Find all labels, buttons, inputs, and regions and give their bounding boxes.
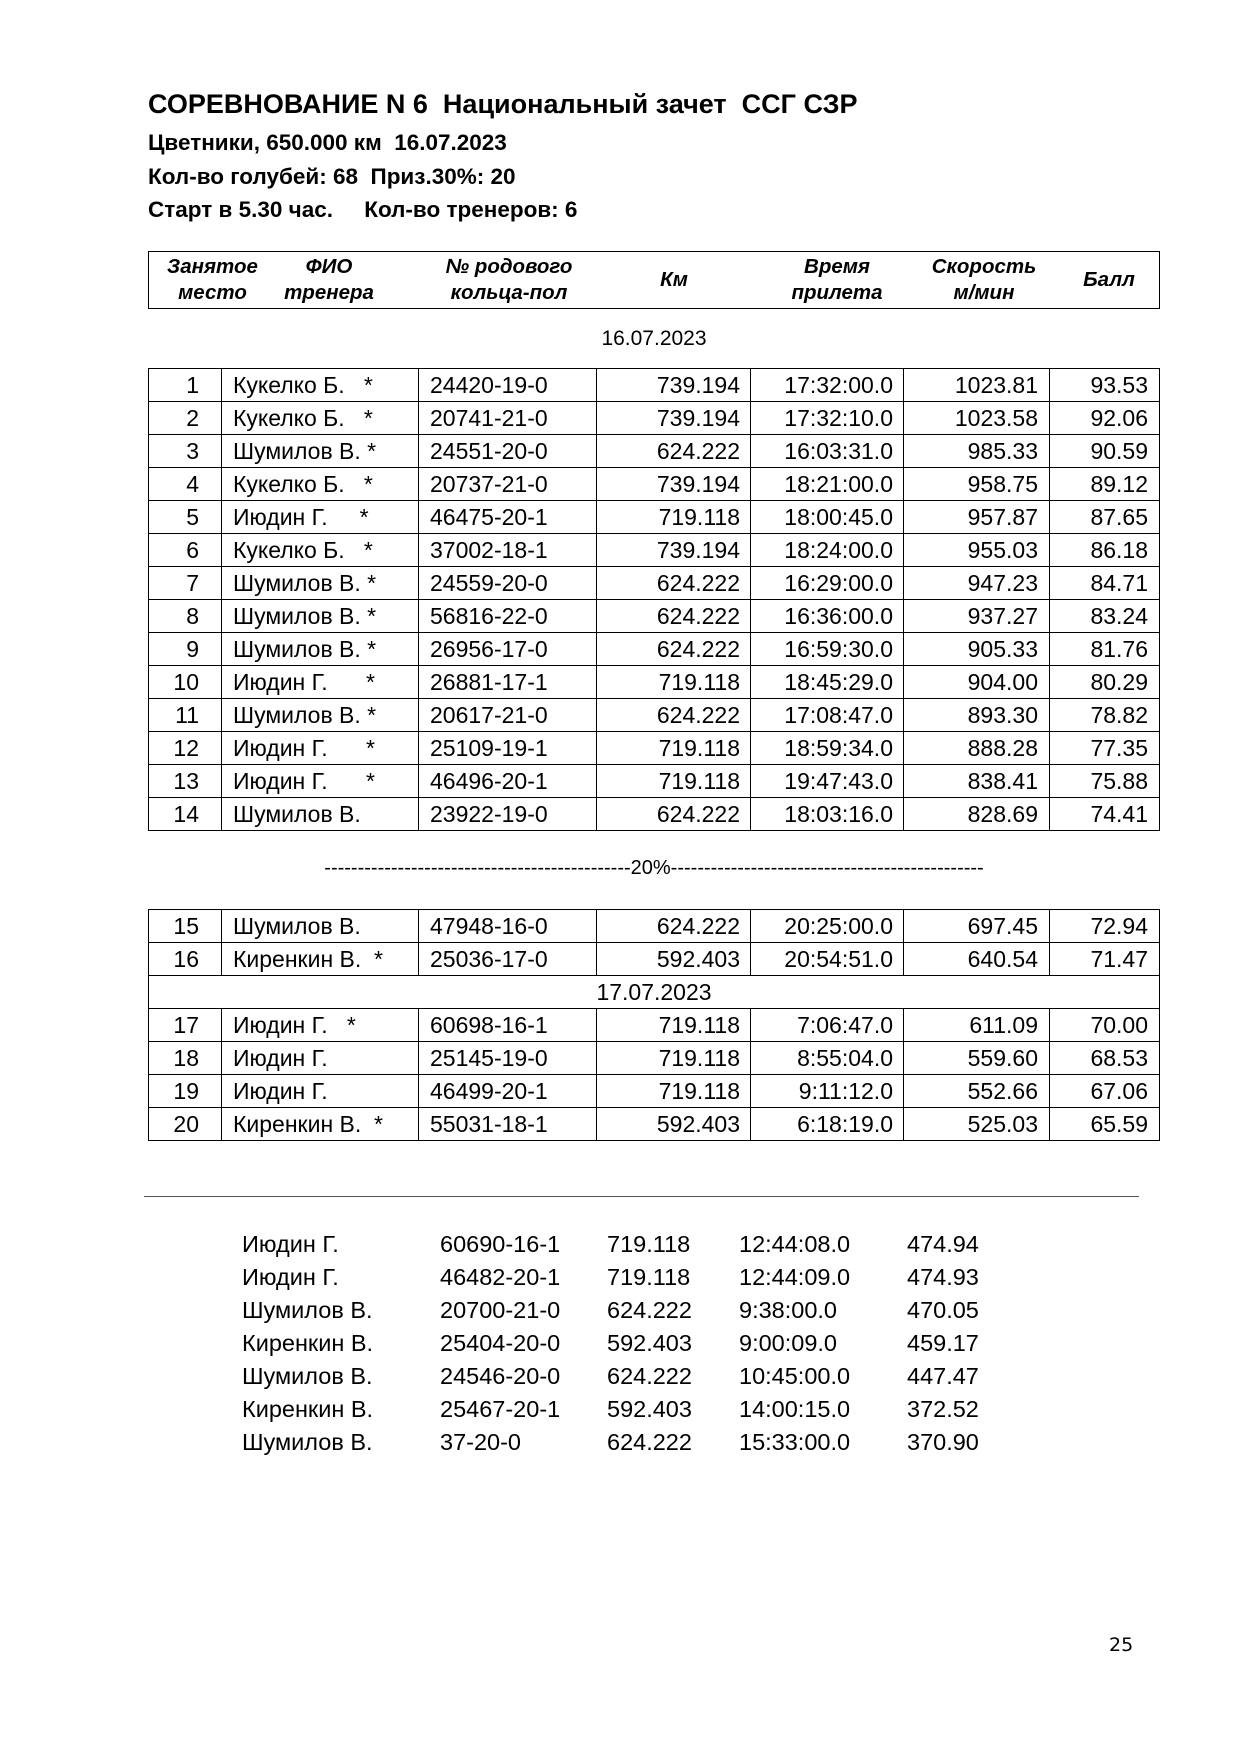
list-item [242,1327,1042,1360]
table-row [149,732,1160,765]
list-item [242,1294,1042,1327]
cell-place: 15 [149,910,222,943]
extra-time: 15:33:00.0 [739,1429,851,1455]
cell-name: Кукелко Б. * [222,369,419,402]
cell-speed: 525.03 [904,1108,1050,1141]
cell-name: Шумилов В. * [222,567,419,600]
cell-place: 19 [149,1075,222,1108]
cell-ring: 37002-18-1 [419,534,597,567]
cell-score: 71.47 [1050,943,1160,976]
cell-place: 12 [149,732,222,765]
cell-name: Кукелко Б. * [222,402,419,435]
cell-place: 4 [149,468,222,501]
race-location-distance: Цветники, 650.000 км 16.07.2023 [148,130,507,155]
table-row [149,468,1160,501]
cell-time: 16:59:30.0 [751,633,904,666]
additional-results [242,1228,1042,1459]
extra-time: 9:38:00.0 [739,1297,838,1323]
extra-time: 14:00:15.0 [739,1396,851,1422]
table-row [149,1108,1160,1141]
cell-km: 624.222 [597,699,751,732]
cell-ring: 25109-19-1 [419,732,597,765]
cell-score: 72.94 [1050,910,1160,943]
date-row [149,976,1160,1009]
cell-name: Июдин Г. * [222,501,419,534]
cell-ring: 24551-20-0 [419,435,597,468]
pigeon-count: Кол-во голубей: 68 Приз.30%: 20 [148,164,516,189]
list-item [242,1426,1042,1459]
col-speed: Скорость м/мин [931,255,1037,304]
divider [144,1196,1139,1197]
cell-km: 739.194 [597,534,751,567]
cell-score: 75.88 [1050,765,1160,798]
table-row [149,501,1160,534]
extra-speed: 370.90 [907,1429,979,1455]
cell-time: 17:08:47.0 [751,699,904,732]
cell-place: 3 [149,435,222,468]
col-km: Км [660,268,688,291]
col-ring: № родового кольца-пол [445,255,573,304]
cell-km: 719.118 [597,666,751,699]
cell-place: 5 [149,501,222,534]
cell-name: Июдин Г. * [222,732,419,765]
extra-speed: 447.47 [907,1363,979,1389]
cell-time: 9:11:12.0 [751,1075,904,1108]
cell-score: 65.59 [1050,1108,1160,1141]
extra-time: 12:44:08.0 [739,1231,851,1257]
cell-km: 739.194 [597,402,751,435]
cell-score: 90.59 [1050,435,1160,468]
cell-time: 7:06:47.0 [751,1009,904,1042]
table-row [149,633,1160,666]
page-number: 25 [1109,1634,1134,1656]
cell-score: 78.82 [1050,699,1160,732]
cell-place: 6 [149,534,222,567]
cell-speed: 904.00 [904,666,1050,699]
cell-name: Июдин Г. [222,1042,419,1075]
extra-name: Шумилов В. [242,1363,373,1389]
cell-score: 86.18 [1050,534,1160,567]
cell-km: 719.118 [597,732,751,765]
cell-place: 9 [149,633,222,666]
cell-name: Кукелко Б. * [222,534,419,567]
col-time: Время прилета [791,255,883,304]
cell-place: 14 [149,798,222,831]
table-row [149,699,1160,732]
extra-km: 719.118 [607,1264,691,1290]
cell-ring: 55031-18-1 [419,1108,597,1141]
cell-speed: 640.54 [904,943,1050,976]
prize-separator: ----------------------------------------------20%----------------------------------------------- [324,857,984,879]
cell-name: Шумилов В. * [222,435,419,468]
cell-speed: 559.60 [904,1042,1050,1075]
cell-time: 18:03:16.0 [751,798,904,831]
cell-km: 719.118 [597,1075,751,1108]
cell-speed: 957.87 [904,501,1050,534]
extra-name: Шумилов В. [242,1297,373,1323]
cell-place: 10 [149,666,222,699]
table-row [149,798,1160,831]
cell-km: 719.118 [597,1042,751,1075]
cell-ring: 25145-19-0 [419,1042,597,1075]
cell-ring: 46499-20-1 [419,1075,597,1108]
cell-km: 719.118 [597,501,751,534]
cell-place: 2 [149,402,222,435]
extra-km: 719.118 [607,1231,691,1257]
cell-speed: 947.23 [904,567,1050,600]
date-label-2: 17.07.2023 [149,976,1160,1009]
cell-name: Киренкин В. * [222,943,419,976]
cell-ring: 20737-21-0 [419,468,597,501]
cell-score: 70.00 [1050,1009,1160,1042]
cell-ring: 26881-17-1 [419,666,597,699]
cell-name: Кукелко Б. * [222,468,419,501]
start-info: Старт в 5.30 час. Кол-во тренеров: 6 [148,197,578,222]
cell-name: Июдин Г. * [222,1009,419,1042]
cell-ring: 46496-20-1 [419,765,597,798]
cell-name: Шумилов В. * [222,699,419,732]
table-row [149,943,1160,976]
cell-speed: 611.09 [904,1009,1050,1042]
page-title: СОРЕВНОВАНИЕ N 6 Национальный зачет ССГ СЗР [148,89,858,119]
cell-km: 624.222 [597,435,751,468]
cell-ring: 25036-17-0 [419,943,597,976]
extra-ring: 20700-21-0 [440,1297,561,1323]
cell-time: 18:59:34.0 [751,732,904,765]
cell-km: 719.118 [597,1009,751,1042]
cell-score: 84.71 [1050,567,1160,600]
extra-name: Июдин Г. [242,1264,339,1290]
cell-time: 18:24:00.0 [751,534,904,567]
table-header [148,251,1160,309]
col-name: ФИО тренера [284,255,374,304]
extra-ring: 24546-20-0 [440,1363,561,1389]
cell-name: Шумилов В. [222,798,419,831]
table-row [149,567,1160,600]
cell-place: 7 [149,567,222,600]
cell-km: 624.222 [597,567,751,600]
extra-time: 10:45:00.0 [739,1363,851,1389]
cell-score: 68.53 [1050,1042,1160,1075]
extra-km: 624.222 [607,1297,692,1323]
cell-time: 18:00:45.0 [751,501,904,534]
cell-speed: 937.27 [904,600,1050,633]
cell-speed: 955.03 [904,534,1050,567]
cell-speed: 893.30 [904,699,1050,732]
extra-speed: 470.05 [907,1297,979,1323]
cell-speed: 552.66 [904,1075,1050,1108]
cell-ring: 24559-20-0 [419,567,597,600]
cell-time: 18:21:00.0 [751,468,904,501]
cell-time: 16:36:00.0 [751,600,904,633]
cell-place: 16 [149,943,222,976]
cell-time: 17:32:10.0 [751,402,904,435]
cell-speed: 905.33 [904,633,1050,666]
cell-time: 6:18:19.0 [751,1108,904,1141]
col-place: Занятое место [167,255,258,304]
cell-time: 20:54:51.0 [751,943,904,976]
cell-km: 624.222 [597,600,751,633]
cell-name: Июдин Г. * [222,666,419,699]
cell-time: 16:29:00.0 [751,567,904,600]
cell-km: 624.222 [597,633,751,666]
extra-ring: 37-20-0 [440,1429,521,1455]
cell-speed: 1023.81 [904,369,1050,402]
cell-ring: 26956-17-0 [419,633,597,666]
extra-km: 624.222 [607,1363,692,1389]
col-score: Балл [1083,268,1135,291]
extra-name: Июдин Г. [242,1231,339,1257]
cell-ring: 20741-21-0 [419,402,597,435]
cell-ring: 47948-16-0 [419,910,597,943]
cell-place: 11 [149,699,222,732]
cell-km: 624.222 [597,798,751,831]
extra-ring: 25467-20-1 [440,1396,561,1422]
cell-place: 18 [149,1042,222,1075]
extra-ring: 46482-20-1 [440,1264,561,1290]
list-item [242,1360,1042,1393]
extra-ring: 60690-16-1 [440,1231,561,1257]
cell-speed: 888.28 [904,732,1050,765]
cell-speed: 1023.58 [904,402,1050,435]
cell-score: 89.12 [1050,468,1160,501]
cell-ring: 60698-16-1 [419,1009,597,1042]
results-table-top [148,368,1160,831]
table-row [149,765,1160,798]
cell-km: 592.403 [597,943,751,976]
cell-time: 8:55:04.0 [751,1042,904,1075]
extra-km: 624.222 [607,1429,692,1455]
cell-ring: 24420-19-0 [419,369,597,402]
cell-time: 19:47:43.0 [751,765,904,798]
extra-name: Шумилов В. [242,1429,373,1455]
cell-score: 93.53 [1050,369,1160,402]
cell-name: Шумилов В. [222,910,419,943]
cell-place: 20 [149,1108,222,1141]
extra-km: 592.403 [607,1396,692,1422]
cell-score: 83.24 [1050,600,1160,633]
table-row [149,1009,1160,1042]
cell-score: 92.06 [1050,402,1160,435]
cell-score: 74.41 [1050,798,1160,831]
extra-speed: 474.93 [907,1264,979,1290]
cell-score: 67.06 [1050,1075,1160,1108]
cell-km: 624.222 [597,910,751,943]
cell-name: Июдин Г. * [222,765,419,798]
cell-speed: 828.69 [904,798,1050,831]
cell-place: 17 [149,1009,222,1042]
cell-speed: 985.33 [904,435,1050,468]
extra-name: Киренкин В. [242,1396,374,1422]
extra-name: Киренкин В. [242,1330,374,1356]
list-item [242,1261,1042,1294]
list-item [242,1393,1042,1426]
table-row [149,1042,1160,1075]
extra-km: 592.403 [607,1330,692,1356]
cell-name: Шумилов В. * [222,633,419,666]
cell-ring: 46475-20-1 [419,501,597,534]
cell-time: 20:25:00.0 [751,910,904,943]
cell-score: 87.65 [1050,501,1160,534]
table-row [149,1075,1160,1108]
extra-speed: 459.17 [907,1330,979,1356]
extra-ring: 25404-20-0 [440,1330,561,1356]
table-row [149,666,1160,699]
cell-score: 80.29 [1050,666,1160,699]
results-table-bottom [148,909,1160,1141]
extra-speed: 372.52 [907,1396,979,1422]
cell-score: 81.76 [1050,633,1160,666]
cell-name: Шумилов В. * [222,600,419,633]
table-row [149,369,1160,402]
cell-place: 8 [149,600,222,633]
table-row [149,402,1160,435]
cell-place: 13 [149,765,222,798]
cell-time: 17:32:00.0 [751,369,904,402]
table-row [149,435,1160,468]
cell-ring: 20617-21-0 [419,699,597,732]
cell-time: 18:45:29.0 [751,666,904,699]
cell-name: Киренкин В. * [222,1108,419,1141]
cell-score: 77.35 [1050,732,1160,765]
cell-place: 1 [149,369,222,402]
cell-ring: 23922-19-0 [419,798,597,831]
cell-km: 592.403 [597,1108,751,1141]
cell-name: Июдин Г. [222,1075,419,1108]
cell-time: 16:03:31.0 [751,435,904,468]
extra-speed: 474.94 [907,1231,979,1257]
list-item [242,1228,1042,1261]
cell-speed: 838.41 [904,765,1050,798]
cell-speed: 958.75 [904,468,1050,501]
table-row [149,910,1160,943]
cell-km: 719.118 [597,765,751,798]
cell-speed: 697.45 [904,910,1050,943]
cell-ring: 56816-22-0 [419,600,597,633]
table-row [149,600,1160,633]
date-label-1: 16.07.2023 [601,327,707,350]
extra-time: 12:44:09.0 [739,1264,851,1290]
cell-km: 739.194 [597,369,751,402]
cell-km: 739.194 [597,468,751,501]
table-row [149,534,1160,567]
extra-time: 9:00:09.0 [739,1330,838,1356]
